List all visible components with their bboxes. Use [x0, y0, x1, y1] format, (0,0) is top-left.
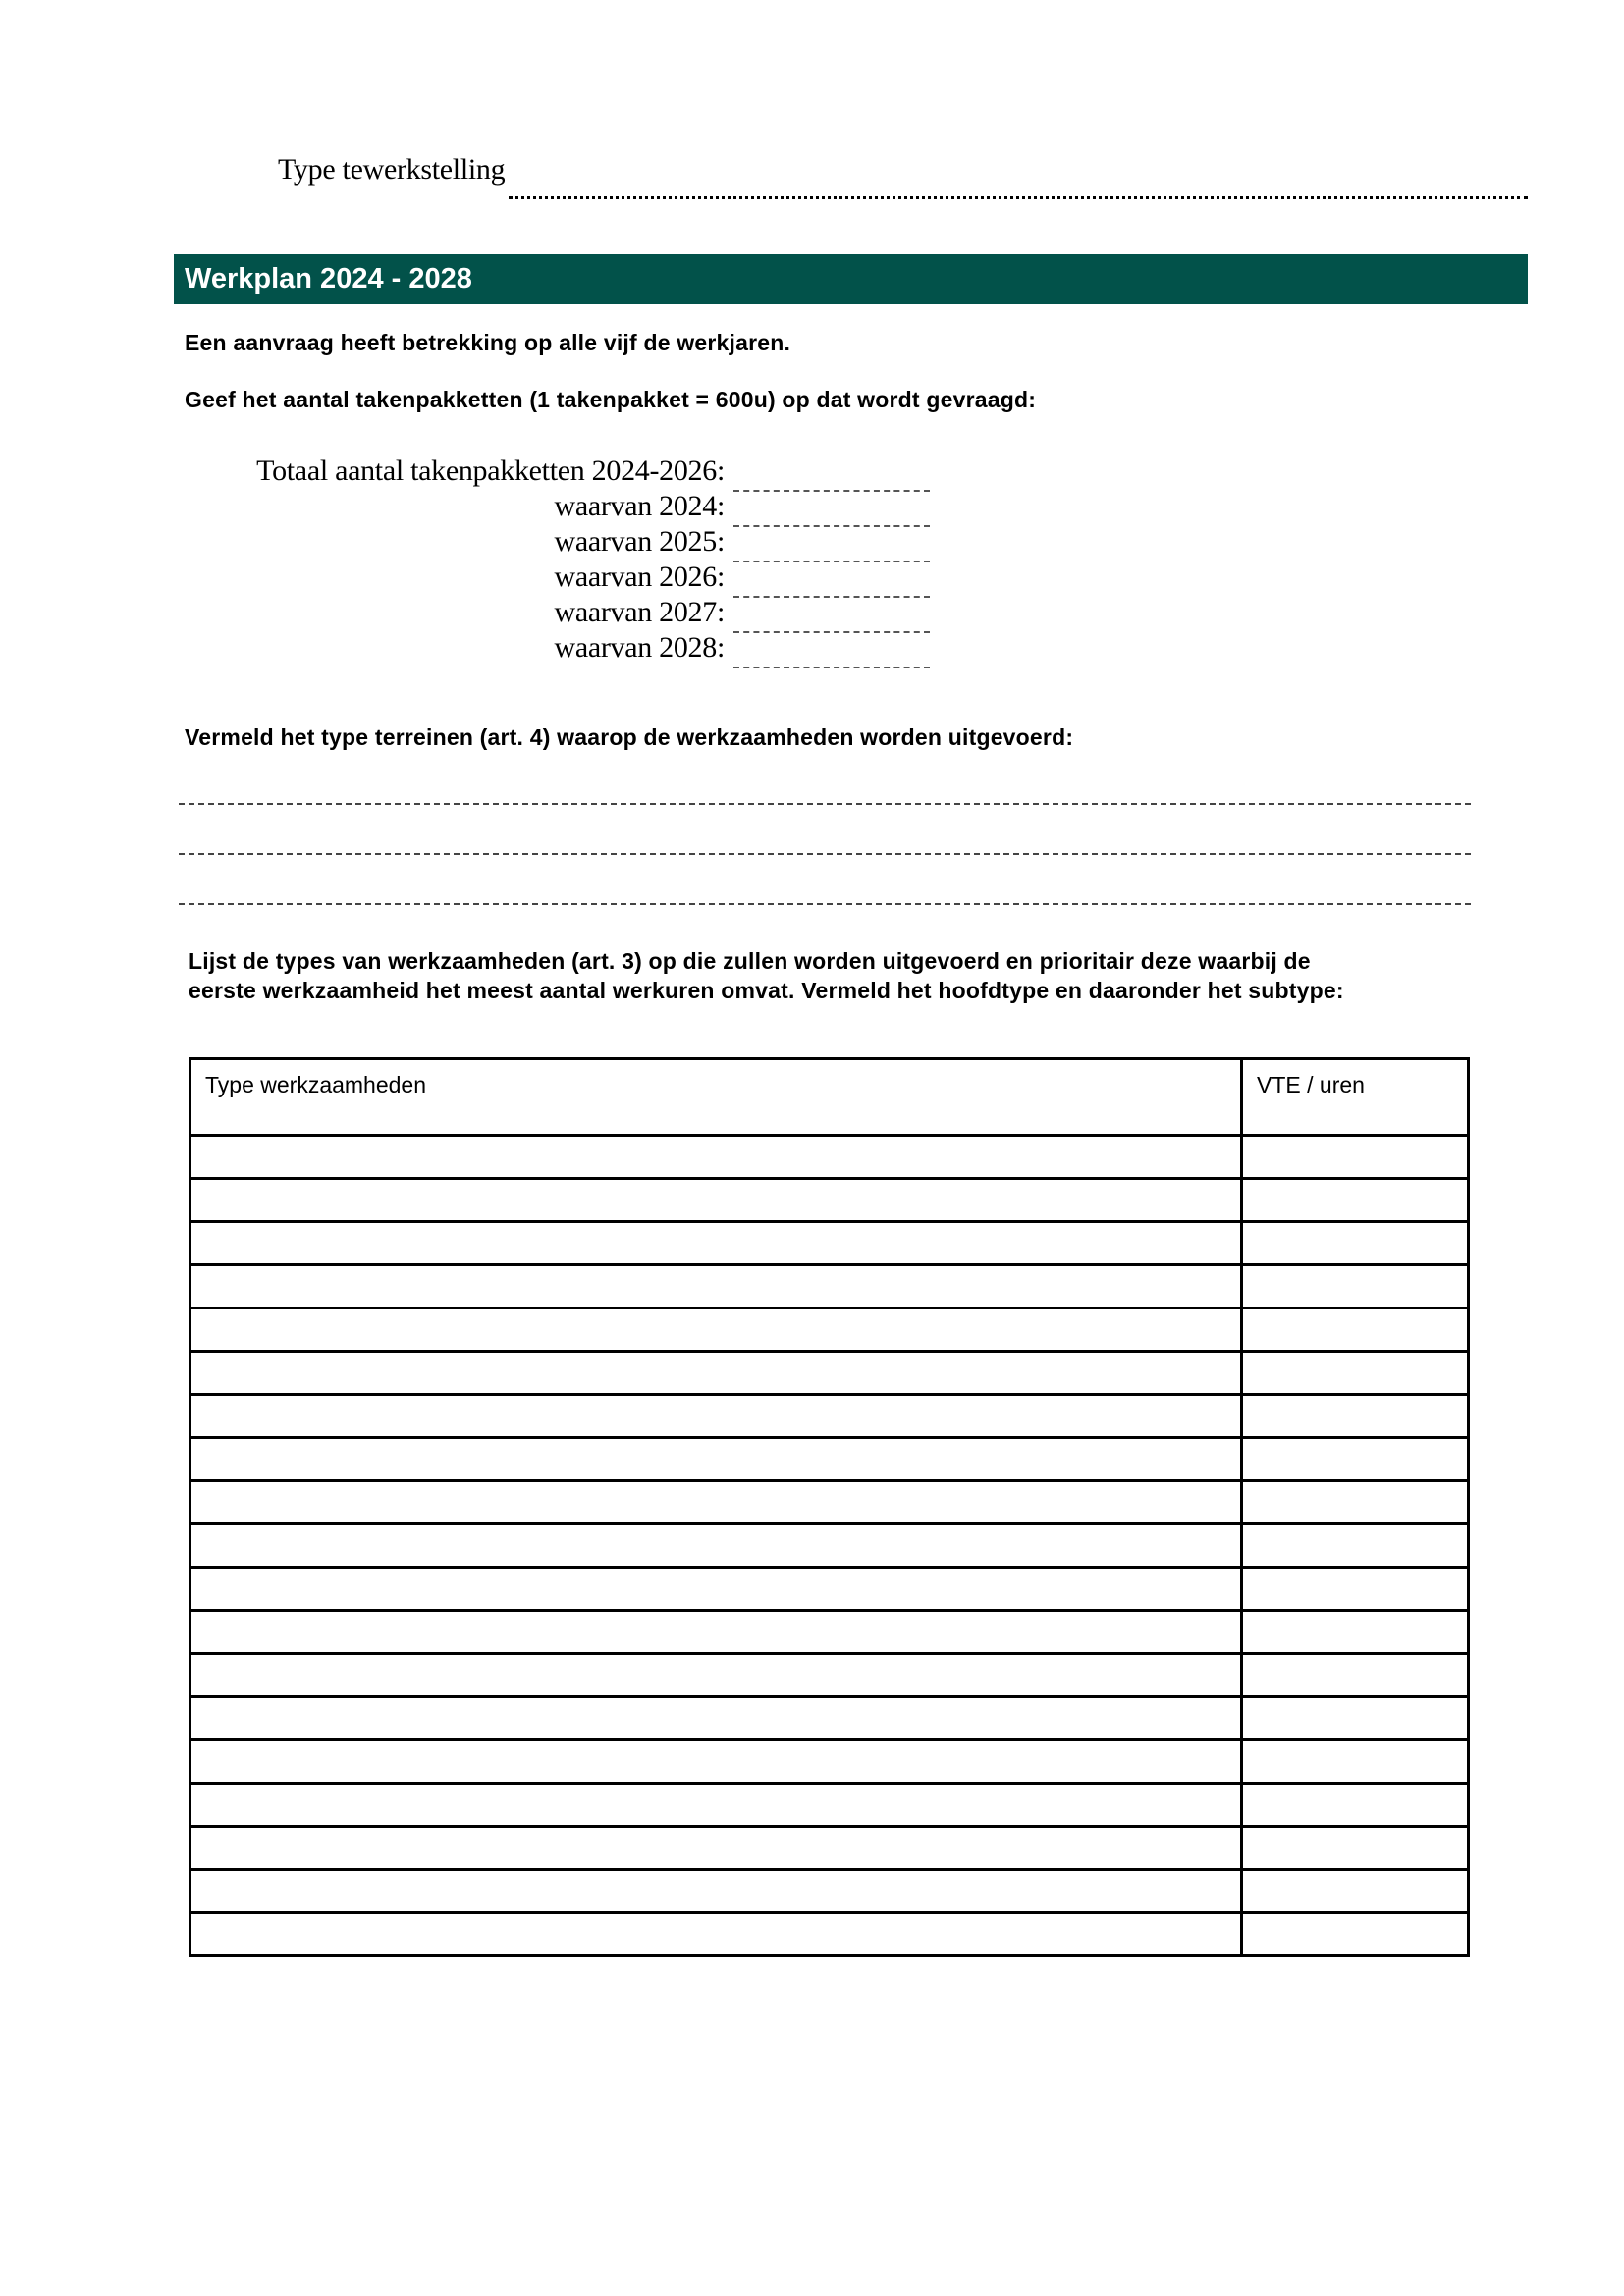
fte-hours-cell[interactable] — [1242, 1870, 1469, 1913]
activities-instruction-line-2: eerste werkzaamheid het meest aantal werkuren omvat. Vermeld het hoofdtype en daaronder het subtype: — [189, 978, 1344, 1003]
activity-type-cell[interactable] — [190, 1308, 1242, 1352]
activity-type-cell[interactable] — [190, 1352, 1242, 1395]
activity-type-cell[interactable] — [190, 1784, 1242, 1827]
packages-question: Geef het aantal takenpakketten (1 takenpakket = 600u) op dat wordt gevraagd: — [185, 387, 1037, 412]
employment-type-field[interactable] — [509, 196, 1528, 199]
table-row — [190, 1568, 1469, 1611]
table-row — [190, 1438, 1469, 1481]
terrain-question: Vermeld het type terreinen (art. 4) waarop de werkzaamheden worden uitgevoerd: — [185, 724, 1074, 750]
package-row — [196, 631, 943, 667]
activity-type-cell[interactable] — [190, 1222, 1242, 1265]
package-row — [196, 490, 943, 525]
activity-type-cell[interactable] — [190, 1395, 1242, 1438]
package-label: waarvan 2027: — [554, 596, 725, 628]
table-row — [190, 1136, 1469, 1179]
table-row — [190, 1784, 1469, 1827]
fte-hours-cell[interactable] — [1242, 1481, 1469, 1524]
fte-hours-cell[interactable] — [1242, 1222, 1469, 1265]
fte-hours-cell[interactable] — [1242, 1611, 1469, 1654]
activity-type-cell[interactable] — [190, 1870, 1242, 1913]
column-header-fte-hours: VTE / uren — [1242, 1059, 1469, 1136]
fte-hours-cell[interactable] — [1242, 1308, 1469, 1352]
activities-table — [189, 1057, 1470, 1957]
fte-hours-cell[interactable] — [1242, 1136, 1469, 1179]
activity-type-cell[interactable] — [190, 1913, 1242, 1956]
activity-type-cell[interactable] — [190, 1697, 1242, 1740]
activity-type-cell[interactable] — [190, 1524, 1242, 1568]
fte-hours-cell[interactable] — [1242, 1827, 1469, 1870]
fte-hours-cell[interactable] — [1242, 1654, 1469, 1697]
table-row — [190, 1740, 1469, 1784]
activity-type-cell[interactable] — [190, 1827, 1242, 1870]
package-row — [196, 561, 943, 596]
fte-hours-cell[interactable] — [1242, 1395, 1469, 1438]
terrain-field-1[interactable] — [179, 803, 1471, 805]
activities-instruction-line-1: Lijst de types van werkzaamheden (art. 3) op die zullen worden uitgevoerd en prioritair deze waarbij de — [189, 948, 1311, 974]
fte-hours-cell[interactable] — [1242, 1740, 1469, 1784]
activity-type-cell[interactable] — [190, 1481, 1242, 1524]
table-row — [190, 1481, 1469, 1524]
activity-type-cell[interactable] — [190, 1568, 1242, 1611]
table-header-row — [190, 1059, 1469, 1136]
terrain-field-2[interactable] — [179, 853, 1471, 855]
activity-type-cell[interactable] — [190, 1265, 1242, 1308]
fte-hours-cell[interactable] — [1242, 1265, 1469, 1308]
activity-type-cell[interactable] — [190, 1740, 1242, 1784]
fte-hours-cell[interactable] — [1242, 1352, 1469, 1395]
fte-hours-cell[interactable] — [1242, 1524, 1469, 1568]
table-row — [190, 1395, 1469, 1438]
table-row — [190, 1308, 1469, 1352]
fte-hours-cell[interactable] — [1242, 1568, 1469, 1611]
table-row — [190, 1265, 1469, 1308]
package-label: waarvan 2028: — [554, 631, 725, 664]
packages-form — [196, 454, 943, 667]
package-label: Totaal aantal takenpakketten 2024-2026: — [256, 454, 725, 487]
package-row — [196, 525, 943, 561]
table-row — [190, 1827, 1469, 1870]
terrain-field-3[interactable] — [179, 903, 1471, 905]
package-label: waarvan 2026: — [554, 561, 725, 593]
fte-hours-cell[interactable] — [1242, 1438, 1469, 1481]
table-row — [190, 1222, 1469, 1265]
intro-text: Een aanvraag heeft betrekking op alle vijf de werkjaren. — [185, 330, 791, 355]
activity-type-cell[interactable] — [190, 1136, 1242, 1179]
package-row — [196, 454, 943, 490]
column-header-type: Type werkzaamheden — [190, 1059, 1242, 1136]
fte-hours-cell[interactable] — [1242, 1784, 1469, 1827]
activity-type-cell[interactable] — [190, 1179, 1242, 1222]
table-row — [190, 1913, 1469, 1956]
table-row — [190, 1654, 1469, 1697]
table-row — [190, 1179, 1469, 1222]
fte-hours-cell[interactable] — [1242, 1913, 1469, 1956]
package-value-field[interactable] — [733, 667, 930, 668]
table-row — [190, 1524, 1469, 1568]
section-header — [174, 254, 1528, 304]
employment-type-label: Type tewerkstelling — [278, 153, 506, 186]
activities-instruction — [189, 946, 1344, 1005]
fte-hours-cell[interactable] — [1242, 1697, 1469, 1740]
fte-hours-cell[interactable] — [1242, 1179, 1469, 1222]
package-label: waarvan 2024: — [554, 490, 725, 522]
activity-type-cell[interactable] — [190, 1611, 1242, 1654]
activity-type-cell[interactable] — [190, 1654, 1242, 1697]
package-label: waarvan 2025: — [554, 525, 725, 558]
table-row — [190, 1611, 1469, 1654]
table-row — [190, 1697, 1469, 1740]
package-row — [196, 596, 943, 631]
table-row — [190, 1352, 1469, 1395]
section-title: Werkplan 2024 - 2028 — [185, 263, 472, 294]
activity-type-cell[interactable] — [190, 1438, 1242, 1481]
table-row — [190, 1870, 1469, 1913]
